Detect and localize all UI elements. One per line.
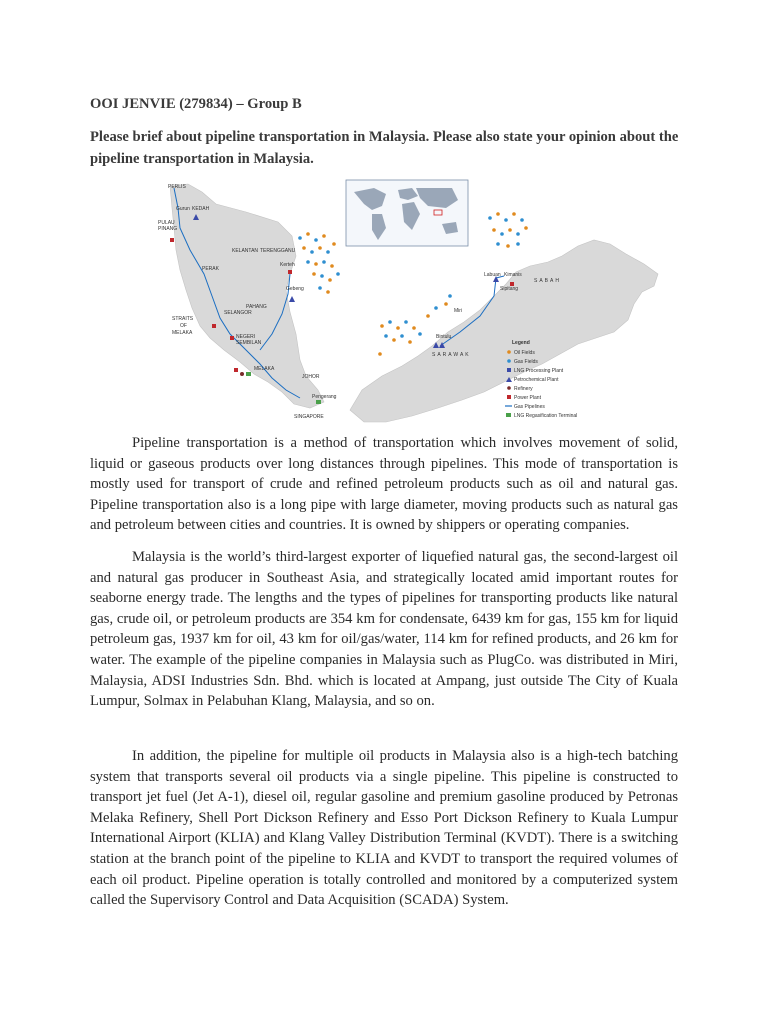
legend-gas-pipelines: Gas Pipelines — [514, 404, 545, 410]
label-straits-3: MELAKA — [172, 330, 193, 336]
label-johor: JOHOR — [302, 374, 320, 380]
legend-power-icon — [507, 395, 511, 399]
paragraph-3: In addition, the pipeline for multiple oil products in Malaysia also is a high-tech batching system that transports several oil products via a single pipeline. This pipeline is constructed to transport jet fuel (Jet A-1), diesel oil, regular gasoline and premium gasoline produced by Petronas Melaka Refinery, Shell Port Dickson Refinery and Esso Port Dickson Refinery to Kuala Lumpur International Airport (KLIA) and Klang Valley Distribution Terminal (KVDT). There is a switching station at the branch point of the pipeline to KLIA and KVDT to transport the required volumes of each oil product. Pipeline operation is totally controlled and monitored by a computerized system called the Supervisory Control and Data Acquisition (SCADA) System. — [90, 748, 678, 909]
label-terengganu: TERENGGANU — [260, 248, 296, 254]
label-pulau: PULAU — [158, 220, 175, 226]
legend-lng-icon — [507, 368, 511, 372]
label-miri: Miri — [454, 308, 463, 314]
label-kerteh: Kerteh — [280, 262, 295, 268]
label-melaka: MELAKA — [254, 366, 275, 372]
legend-title: Legend — [512, 340, 530, 346]
label-gebeng: Gebeng — [286, 286, 304, 292]
label-selangor: SELANGOR — [224, 310, 252, 316]
label-perak: PERAK — [202, 266, 219, 272]
legend-gas-fields: Gas Fields — [514, 359, 538, 365]
label-sarawak: SARAWAK — [432, 352, 471, 358]
legend-oil-fields: Oil Fields — [514, 350, 535, 356]
label-straits-2: OF — [180, 323, 187, 329]
paragraph-2: Malaysia is the world’s third-largest exporter of liquefied natural gas, the second-largest oil and natural gas producer in Southeast Asia, and strategically located amid important routes for seaborne energy trade. The lengths and the types of pipelines for transporting products like natural gas, crude oil, or petroleum products are 354 km for condensate, 6439 km for gas, 155 km for liquid petroleum gas, 1937 km for oil, 43 km for oil/gas/water, 114 km for refined products, and 26 km for water. The example of the pipeline companies in Malaysia such as PlugCo. was distributed in Miri, Malaysia, ADSI Industries Sdn. Bhd. which is located at Ampang, just outside The City of Kuala Lumpur, Solmax in Pelabuhan Klang, Malaysia, and so on. — [90, 549, 678, 710]
label-labuan: Labuan — [484, 272, 501, 278]
label-sabah: SABAH — [534, 278, 561, 284]
world-inset-map — [346, 180, 468, 246]
label-pahang: PAHANG — [246, 304, 267, 310]
legend-refinery: Refinery — [514, 386, 533, 392]
label-pengerang: Pengerang — [312, 394, 337, 400]
label-singapore: SINGAPORE — [294, 414, 324, 420]
label-sipitang: Sipitang — [500, 286, 519, 292]
label-pinang: PINANG — [158, 226, 178, 232]
map-svg — [150, 178, 680, 428]
label-kedah: KEDAH — [192, 206, 210, 212]
legend-petrochemical: Petrochemical Plant — [514, 377, 559, 383]
label-perlis: PERLIS — [168, 184, 186, 190]
label-kimanis: Kimanis — [504, 272, 522, 278]
paragraph-1: Pipeline transportation is a method of transportation which involves movement of solid, liquid or gaseous products over long distances through pipelines. This mode of transportation is mostly used for transport of crude and refined petroleum products such as oil and natural gas. Pipeline transportation also is a long pipe with large diameter, moving products such as natural gas and petroleum between cities and countries. It is owned by shippers or operating companies. — [90, 435, 678, 534]
malaysia-pipeline-map — [150, 178, 680, 428]
label-kelantan: KELANTAN — [232, 248, 259, 254]
label-negeri-2: SEMBILAN — [236, 340, 262, 346]
legend-power-plant: Power Plant — [514, 395, 541, 401]
legend-regas-terminal: LNG Regasification Terminal — [514, 413, 578, 419]
question-heading: Please brief about pipeline transportation in Malaysia. Please also state your opinion about the pipeline transportation in Malaysia. — [90, 129, 679, 167]
legend-lng-plant: LNG Processing Plant — [514, 368, 564, 374]
legend-refinery-icon — [507, 386, 511, 390]
legend-oil-icon — [507, 350, 511, 354]
label-straits-1: STRAITS — [172, 316, 194, 322]
label-negeri-1: NEGERI — [236, 334, 256, 340]
label-bintulu: Bintulu — [436, 334, 452, 340]
legend-gas-icon — [507, 359, 511, 363]
author-line: OOI JENVIE (279834) – Group B — [90, 96, 302, 112]
legend-regas-icon — [506, 413, 511, 417]
label-gurun: Gurun — [176, 206, 190, 212]
